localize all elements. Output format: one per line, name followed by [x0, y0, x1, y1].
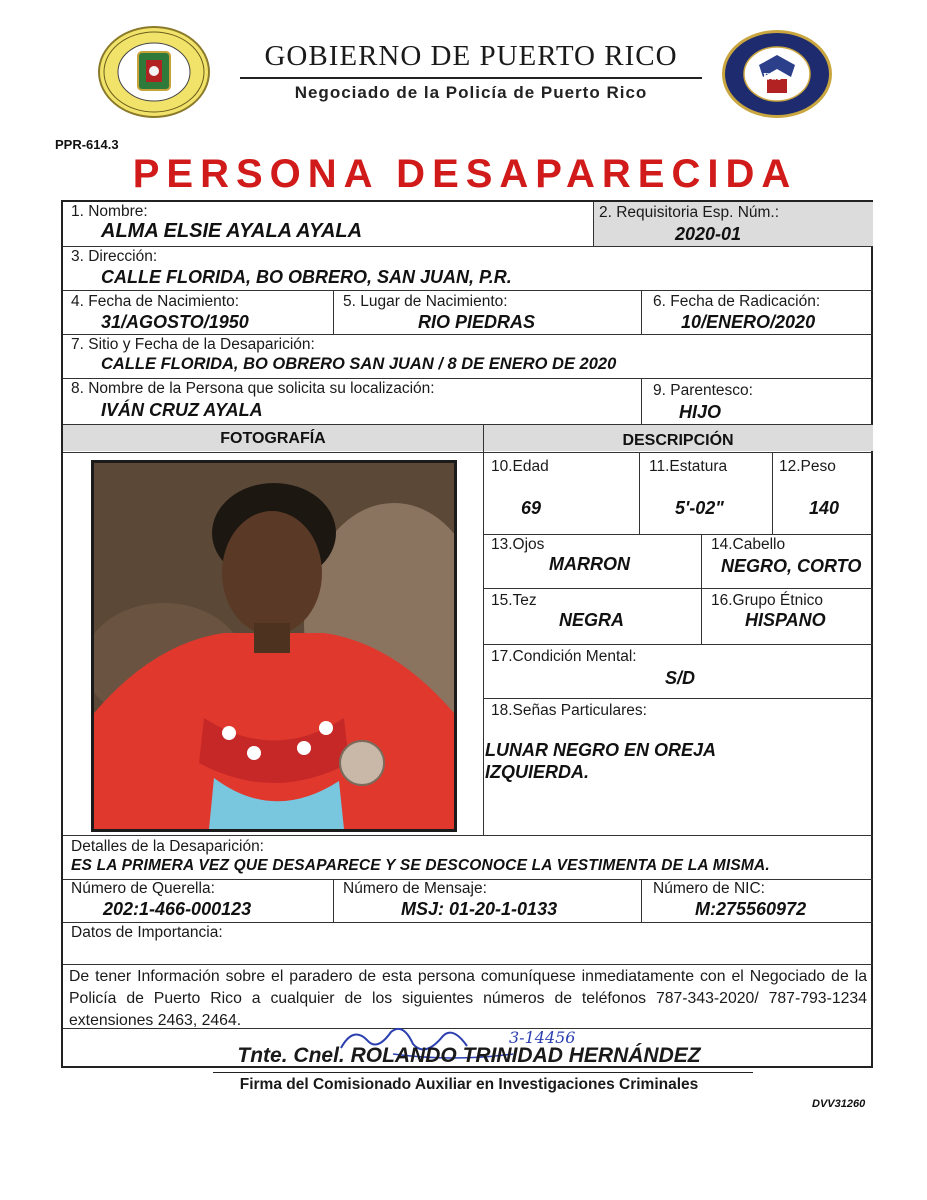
parentesco-label: 9. Parentesco: — [653, 382, 753, 399]
datos-importancia-label: Datos de Importancia: — [71, 924, 223, 941]
detalles-value: ES LA PRIMERA VEZ QUE DESAPARECE Y SE DESCONOCE LA VESTIMENTA DE LA MISMA. — [71, 857, 770, 874]
peso-value: 140 — [809, 498, 840, 518]
nombre-value: ALMA ELSIE AYALA AYALA — [101, 220, 363, 242]
missing-person-form — [61, 200, 873, 1093]
header-divider — [240, 77, 702, 79]
senas-line-2: IZQUIERDA. — [485, 762, 590, 782]
puerto-rico-government-seal — [98, 26, 210, 118]
direccion-value: CALLE FLORIDA, BO OBRERO, SAN JUAN, P.R. — [101, 267, 512, 287]
senas-line-1: LUNAR NEGRO EN OREJA — [485, 740, 717, 760]
cabello-value: NEGRO, CORTO — [721, 556, 862, 576]
tez-label: 15.Tez — [491, 592, 537, 609]
condicion-mental-value: S/D — [665, 668, 696, 688]
fecha-nacimiento-value: 31/AGOSTO/1950 — [101, 312, 249, 332]
lugar-nacimiento-label: 5. Lugar de Nacimiento: — [343, 293, 508, 310]
fotografia-header: FOTOGRAFÍA — [220, 430, 326, 447]
ojos-value: MARRON — [549, 554, 630, 574]
sitio-fecha-value: CALLE FLORIDA, BO OBRERO SAN JUAN / 8 DE ENERO DE 2020 — [101, 355, 617, 373]
fecha-nacimiento-label: 4. Fecha de Nacimiento: — [71, 293, 240, 310]
condicion-mental-label: 17.Condición Mental: — [491, 648, 637, 665]
document-code: DVV31260 — [812, 1098, 866, 1110]
contact-instructions: De tener Información sobre el paradero de esta persona comuníquese inmediatamente con el Negociado de la Policía de Puerto Rico a cualquier de los siguientes números de teléfonos 787-343-2020/ 787-793-1234 extensiones 2463, 2464. — [69, 968, 867, 1029]
signature-line — [213, 1072, 753, 1073]
direccion-label: 3. Dirección: — [71, 248, 158, 265]
ojos-label: 13.Ojos — [491, 536, 545, 553]
grupo-etnico-value: HISPANO — [745, 610, 826, 630]
form-code: PPR-614.3 — [55, 137, 119, 152]
senas-label: 18.Señas Particulares: — [491, 702, 647, 719]
signatory-name: Tnte. Cnel. ROLANDO TRINIDAD HERNÁNDEZ — [237, 1044, 701, 1067]
solicitante-label: 8. Nombre de la Persona que solicita su localización: — [71, 380, 435, 397]
estatura-label: 11.Estatura — [649, 458, 728, 475]
detalles-label: Detalles de la Desaparición: — [71, 838, 264, 855]
solicitante-value: IVÁN CRUZ AYALA — [101, 400, 263, 420]
signatory-title: Firma del Comisionado Auxiliar en Investigaciones Criminales — [239, 1076, 699, 1093]
cabello-label: 14.Cabello — [711, 536, 786, 553]
grupo-etnico-label: 16.Grupo Étnico — [711, 592, 824, 609]
edad-label: 10.Edad — [491, 458, 549, 475]
estatura-value: 5'-02" — [675, 498, 724, 518]
parentesco-value: HIJO — [679, 402, 722, 422]
lugar-nacimiento-value: RIO PIEDRAS — [418, 312, 536, 332]
fecha-radicacion-label: 6. Fecha de Radicación: — [653, 293, 821, 310]
querella-label: Número de Querella: — [71, 880, 215, 897]
nombre-label: 1. Nombre: — [71, 203, 148, 220]
agency-subtitle: Negociado de la Policía de Puerto Rico — [294, 83, 648, 102]
sitio-fecha-label: 7. Sitio y Fecha de la Desaparición: — [71, 336, 315, 353]
edad-value: 69 — [521, 498, 542, 518]
dsp-department-seal — [722, 30, 832, 118]
fecha-radicacion-value: 10/ENERO/2020 — [681, 312, 816, 332]
peso-label: 12.Peso — [779, 458, 836, 475]
tez-value: NEGRA — [559, 610, 625, 630]
descripcion-header: DESCRIPCIÓN — [622, 432, 734, 449]
querella-value: 202:1-466-000123 — [103, 899, 252, 919]
nic-label: Número de NIC: — [653, 880, 765, 897]
requisitoria-value: 2020-01 — [675, 224, 742, 244]
missing-person-photo — [91, 460, 457, 832]
requisitoria-label: 2. Requisitoria Esp. Núm.: — [599, 204, 780, 221]
government-title: GOBIERNO DE PUERTO RICO — [264, 40, 678, 72]
nic-value: M:275560972 — [695, 899, 807, 919]
handwritten-number: 3-14456 — [509, 1028, 576, 1047]
mensaje-label: Número de Mensaje: — [343, 880, 487, 897]
page-title: PERSONA DESAPARECIDA — [132, 152, 798, 196]
mensaje-value: MSJ: 01-20-1-0133 — [401, 899, 558, 919]
dsp-badge-text: DSP — [763, 71, 784, 83]
